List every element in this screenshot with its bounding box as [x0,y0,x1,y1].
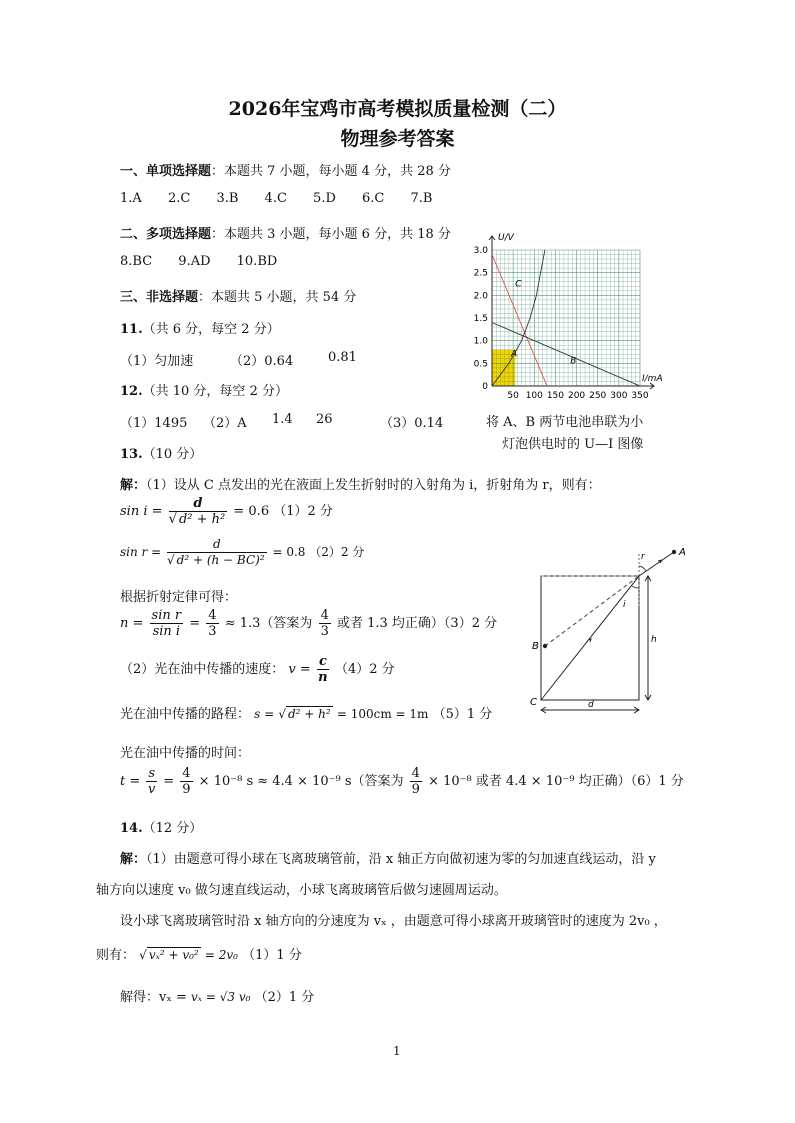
formula-sin-r: sin r = $\frac{d}{\text{√ d² + (h − BC)²}}$ = 0.8 （2）2 分 [120,537,365,567]
section-1-answers [120,191,432,206]
formula-value: = 100cm = 1m [336,707,429,721]
formula-lhs: sin i = [120,504,163,519]
section-desc: ：本题共 7 小题，每小题 4 分，共 28 分 [211,164,451,179]
x-tick-label: 200 [567,391,586,398]
x-axis-label: I/mA [642,374,663,384]
step-text: 光在油中传播的路程： [120,707,251,722]
answer: 7.B [410,191,433,206]
formula-t: t = $\frac{s}{v}$ = $\frac{4}{9}$ × 10⁻⁸ s ≈ 4.4 × 10⁻⁹ s（答案为 $\frac{4}{9}$ × 10⁻⁸ 或者 4.4 × 10⁻⁹ 均正确）（6）1 分 [120,766,684,797]
formula-lhs: sin r = [120,545,162,559]
formula-value: = 0.8 [272,545,306,559]
curve-label-c: C [515,279,522,290]
section-2-answers [120,254,277,269]
question-number: 13. [120,447,143,462]
solution-label: 解： [120,478,147,493]
fraction-numerator: d [169,496,228,512]
fraction-numerator: c [318,654,327,669]
formula-v [120,654,395,685]
fraction-denominator: d² + (h − BC)² [176,553,265,567]
q12-answers [120,412,444,431]
page-subtitle: 物理参考答案 [340,128,455,150]
answer: （1）1495 [120,416,188,431]
answer: 26 [316,412,333,427]
refraction-law-text: 根据折射定律可得： [120,590,238,605]
formula-value: vₓ = √3 v₀ [191,990,251,1004]
answer: 5.D [313,191,336,206]
label-b: B [532,641,539,652]
time-text: 光在油中传播的时间： [120,746,251,761]
question-number: 11. [120,322,143,337]
solution-text: （1）由题意可得小球在飞离玻璃管前，沿 x 轴正方向做初速为零的匀加速直线运动，沿 y [146,852,656,867]
formula-sin-i: sin i = $\frac{d}{\text{√ d² + h²}}$ = 0.6 （1）2 分 [120,496,333,527]
ui-graph [462,226,672,398]
question-score: （共 10 分，每空 2 分） [142,384,288,399]
answer: 2.C [167,191,191,206]
x-tick-label: 250 [589,391,607,398]
y-axis-label: U/V [498,233,514,243]
radical: vₓ² + v₀² [148,948,199,962]
x-tick-label: 300 [610,391,628,398]
q14-line1 [120,848,656,867]
answer: 9.AD [178,254,211,269]
q14-line3: 设小球飞离玻璃管时沿 x 轴方向的分速度为 vₓ ，由题意可得小球离开玻璃管时的速度为 2v₀ ， [120,914,667,929]
question-number: 14. [120,821,143,836]
fraction-denominator: n [318,670,328,685]
section-label: 二、多项选择题 [120,227,212,242]
q14-line4: 则有： √ vₓ² + v₀² = 2v₀ （1）1 分 [96,948,302,963]
q13-heading [120,443,202,462]
y-tick-label: 0 [482,382,488,392]
y-tick-label: 3.0 [473,246,488,256]
point-b [543,644,547,648]
angle-i-arc [632,586,639,588]
answer: 1.A [120,191,142,206]
label-d: d [588,700,594,710]
label-r: r [641,552,645,562]
score-note: （1）2 分 [273,504,333,519]
ray-in-liquid [541,576,639,700]
y-tick-label: 1.0 [473,336,488,347]
score-note: （4）2 分 [335,662,395,677]
answer: 10.BD [236,254,278,269]
formula-value: × 10⁻⁸ s ≈ 4.4 × 10⁻⁹ s（答案为 [198,774,404,789]
radical: d² + h² [287,707,331,721]
fraction-denominator: 3 [208,624,217,639]
formula-lhs: v = [288,662,311,677]
angle-r-arc [639,566,646,571]
graph-caption-line2: 灯泡供电时的 U—I 图像 [502,437,644,452]
q14-heading [120,817,202,836]
formula-value: = 0.6 [233,504,270,519]
label-c: C [530,697,537,708]
q12-heading [120,380,288,399]
question-score: （12 分） [142,821,203,836]
y-tick-label: 0.5 [473,359,488,370]
formula-lhs: t = [120,774,141,789]
section-desc: ：本题共 3 小题，每小题 6 分，共 18 分 [211,227,451,242]
score-note: 或者 1.3 均正确）（3）2 分 [336,616,498,631]
question-score: （10 分） [142,447,203,462]
x-tick-label: 350 [631,391,649,398]
section-desc: ：本题共 5 小题，共 54 分 [198,290,357,305]
formula-n: n = $\frac{\text{sin r}}{\text{sin i}}$ = $\frac{4}{3}$ ≈ 1.3（答案为 $\frac{4}{3}$ 或者 1.3 均正确）（3）2 分 [120,608,498,639]
x-tick-label: 50 [507,391,519,398]
step-text: （2）光在油中传播的速度： [120,662,285,677]
score-note: × 10⁻⁸ 或者 4.4 × 10⁻⁹ 均正确）（6）1 分 [428,774,684,789]
fraction-denominator: 9 [182,782,191,797]
fraction-numerator: sin r [151,608,182,623]
label-a: A [679,547,686,558]
solution-text: （1）设从 C 点发出的光在液面上发生折射时的入射角为 i，折射角为 r，则有： [146,478,601,493]
fraction-denominator: d² + h² [178,512,226,527]
score-note: （5）1 分 [432,707,493,722]
q11-heading [120,318,280,337]
answer: （2）0.64 [230,354,294,369]
curve-label-a: A [511,349,518,360]
answer: 6.C [362,191,385,206]
label-i: i [623,600,626,610]
fraction-denominator: sin i [152,624,181,639]
step-text: 解得：vₓ = [120,990,187,1005]
q11-answers [120,350,357,369]
question-number: 12. [120,384,143,399]
section-3-heading [120,286,356,305]
y-tick-label: 2.5 [473,268,488,279]
formula-value: = 2v₀ [204,948,238,962]
answer: （1）匀加速 [120,354,194,369]
point-a [672,550,676,554]
y-tick-label: 1.5 [473,314,488,324]
page-number: 1 [393,1044,401,1058]
answer: （3）0.14 [380,416,444,431]
section-label: 一、单项选择题 [120,164,212,179]
score-note: （2）2 分 [309,545,365,559]
answer: 8.BC [120,254,153,269]
solution-label: 解： [120,852,147,867]
answer: （2）A [203,416,247,431]
answer: 3.B [216,191,239,206]
label-h: h [651,635,657,645]
q14-line5 [120,986,314,1005]
step-text: 则有： [96,948,136,963]
fraction-numerator: 4 [208,608,217,623]
formula-s: 光在油中传播的路程： s = √ d² + h² = 100cm = 1m （5）1 分 [120,707,493,722]
section-2-heading [120,223,451,242]
answer: 4.C [264,191,287,206]
graph-caption-line1: 将 A、B 两节电池串联为小 [486,415,644,430]
fraction-numerator: s [148,766,156,781]
q14-line2: 轴方向以速度 v₀ 做匀速直线运动，小球飞离玻璃管后做匀速圆周运动。 [96,883,507,898]
answer: 0.81 [328,350,357,365]
formula-lhs: n = [120,616,144,631]
fraction-numerator: 4 [182,766,191,781]
answer: 1.4 [272,412,293,427]
curve-label-b: B [570,356,577,367]
section-label: 三、非选择题 [120,290,199,305]
x-tick-label: 150 [546,391,565,398]
formula-value: ≈ 1.3（答案为 [224,616,313,631]
formula-lhs: s = [254,707,275,721]
question-score: （共 6 分，每空 2 分） [142,322,280,337]
x-tick-label: 100 [525,391,543,398]
y-tick-label: 2.0 [473,291,488,302]
score-note: （2）1 分 [254,990,315,1005]
page-title: 2026年宝鸡市高考模拟质量检测（二） [228,98,567,120]
score-note: （1）1 分 [242,948,302,963]
fraction-numerator: d [167,537,267,553]
q13-intro [120,474,601,493]
section-1-heading [120,160,451,179]
refraction-diagram [528,540,698,720]
fraction-denominator: v [148,782,156,797]
